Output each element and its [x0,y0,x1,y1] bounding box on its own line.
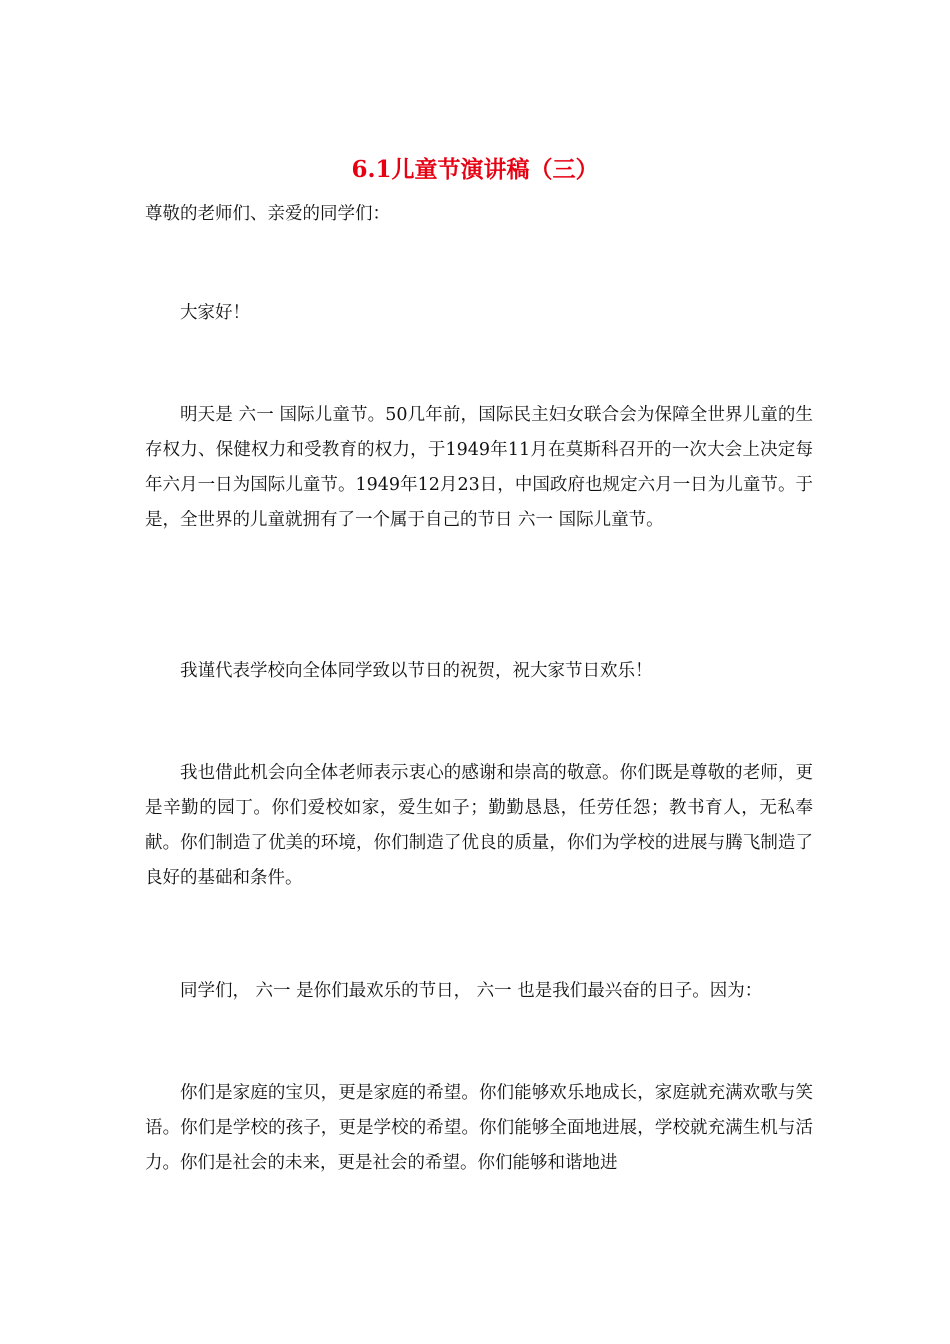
salutation: 尊敬的老师们、亲爱的同学们： [145,204,390,224]
document-title: 6.1儿童节演讲稿（三） [351,156,599,183]
paragraph-teachers: 我也借此机会向全体老师表示衷心的感谢和崇高的敬意。你们既是尊敬的老师，更是辛勤的园丁。你们爱校如家，爱生如子；勤勤恳恳，任劳任怨；教书育人，无私奉献。你们制造了优美的环境，你们制造了优良的质量，你们为学校的进展与腾飞制造了良好的基础和条件。 [145,763,813,888]
paragraph-greeting: 大家好！ [180,303,250,323]
paragraph-students: 同学们， 六一 是你们最欢乐的节日， 六一 也是我们最兴奋的日子。因为： [180,981,763,1001]
paragraph-hope: 你们是家庭的宝贝，更是家庭的希望。你们能够欢乐地成长，家庭就充满欢歌与笑语。你们是学校的孩子，更是学校的希望。你们能够全面地进展，学校就充满生机与活力。你们是社会的未来，更是社会的希望。你们能够和谐地进 [145,1083,813,1173]
paragraph-history: 明天是 六一 国际儿童节。50几年前，国际民主妇女联合会为保障全世界儿童的生存权力、保健权力和受教育的权力，于1949年11月在莫斯科召开的一次大会上决定每年六月一日为国际儿童节。1949年12月23日，中国政府也规定六月一日为儿童节。于是，全世界的儿童就拥有了一个属于自己的节日 六一 国际儿童节。 [145,405,813,530]
paragraph-congratulation: 我谨代表学校向全体同学致以节日的祝贺，祝大家节日欢乐！ [180,661,653,681]
